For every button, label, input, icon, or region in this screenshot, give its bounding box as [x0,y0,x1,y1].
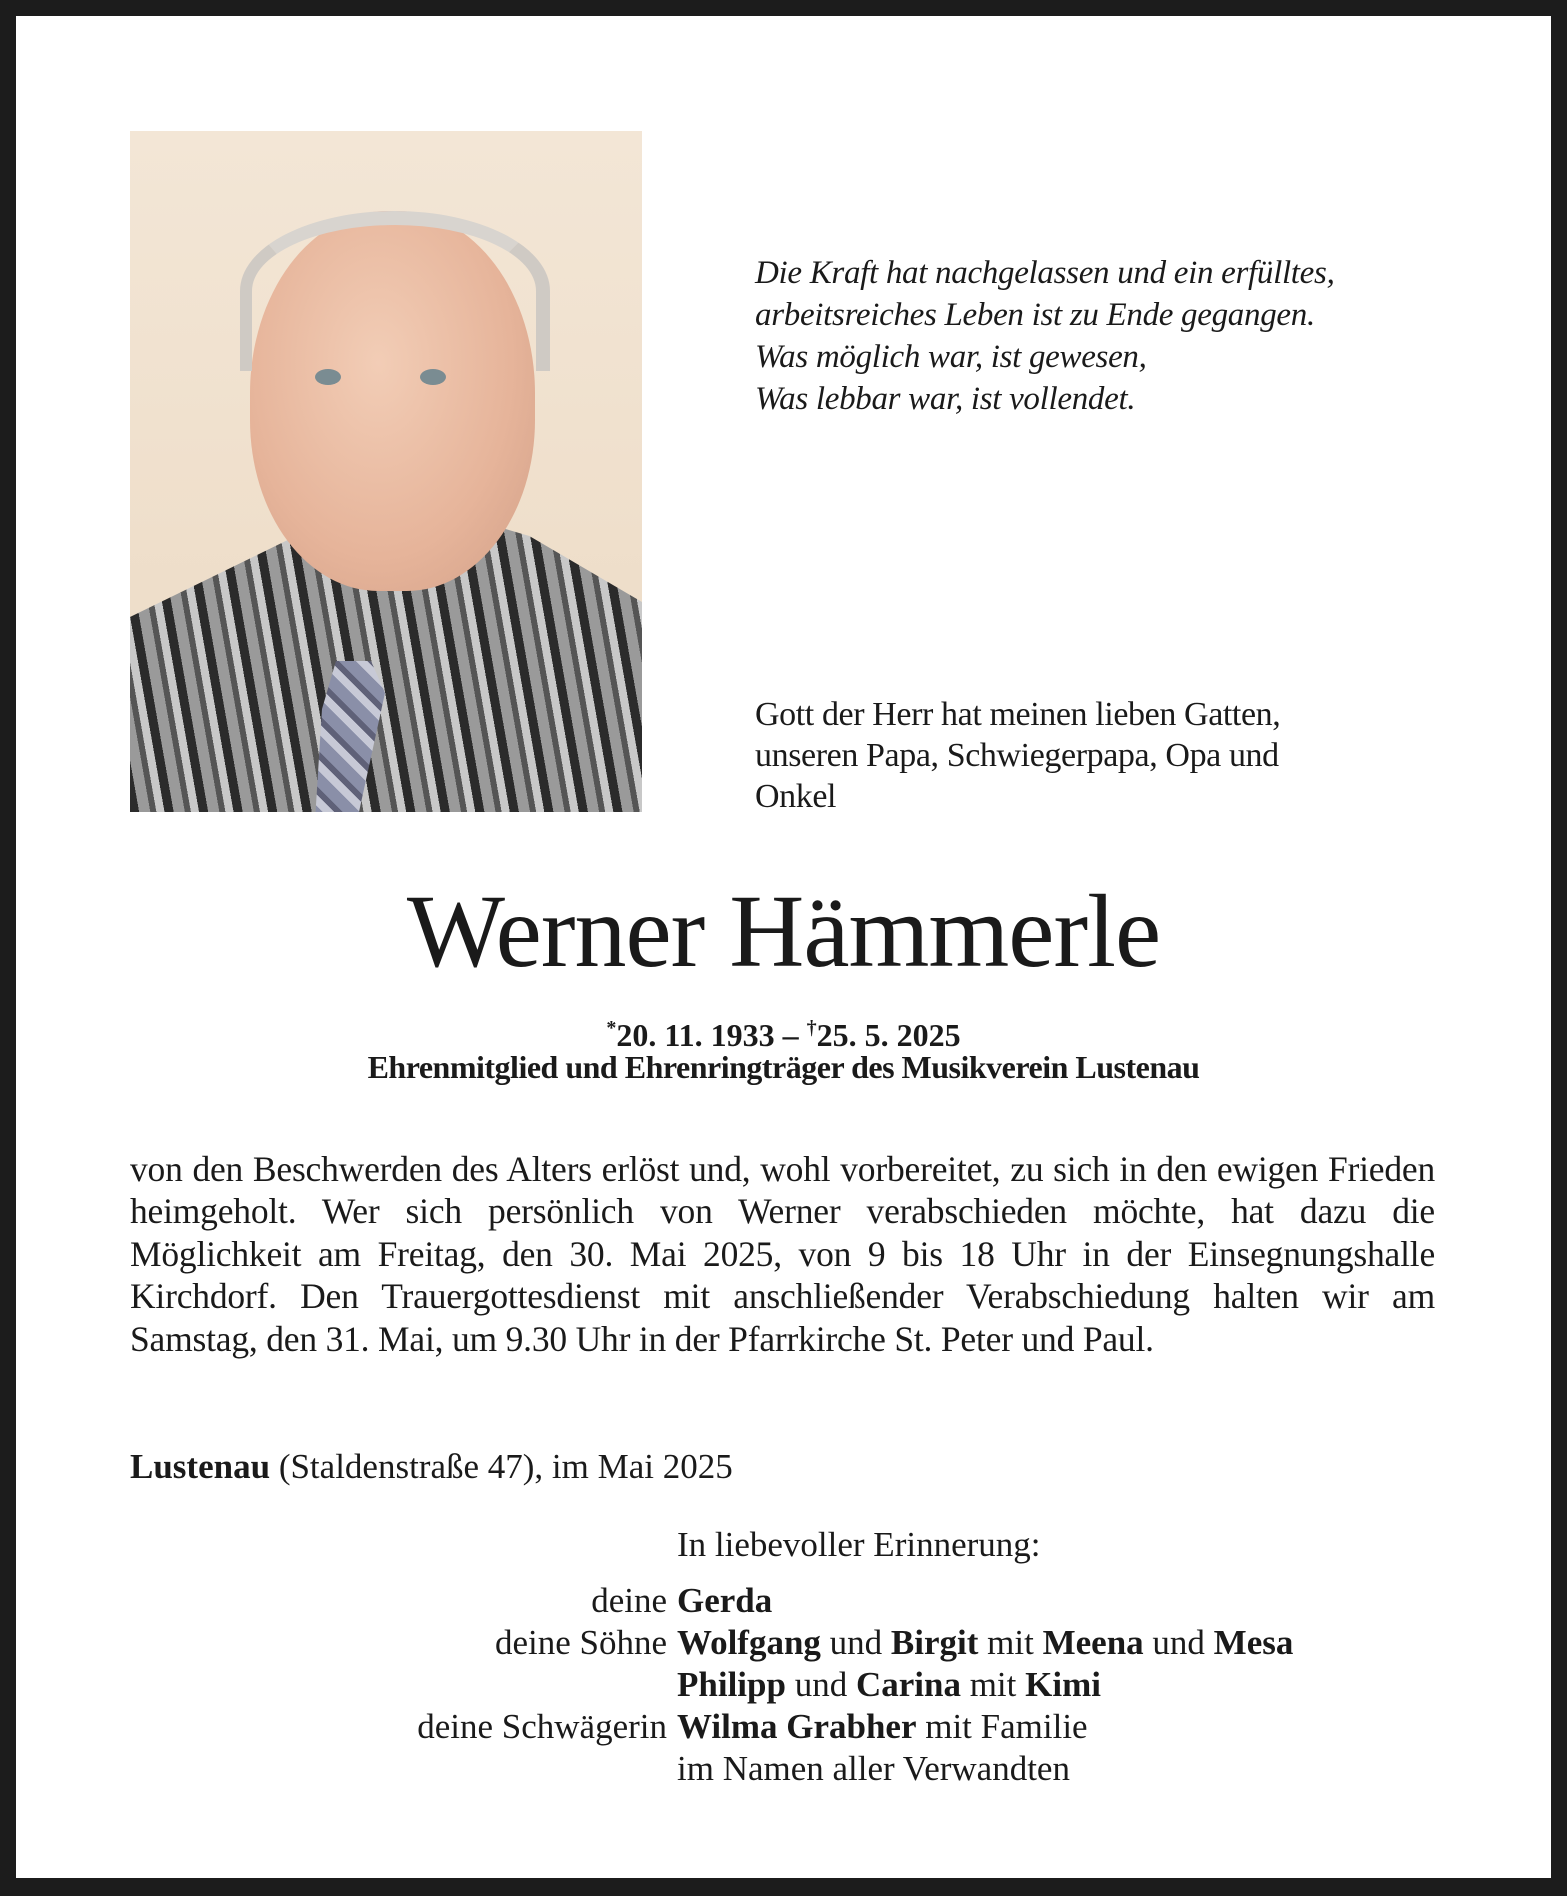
verse-line: Die Kraft hat nachgelassen und ein erfülltes, [755,255,1335,291]
family-row-relatives [0,1748,1567,1790]
connector: und [820,1623,891,1662]
connector: und [785,1665,856,1704]
announcement-body: von den Beschwerden des Alters erlöst und, wohl vorbereitet, zu sich in den ewigen Frieden heimgeholt. Wer sich persönlich von Werner verabschieden möchte, hat dazu die Möglichkeit am Freitag, den 30. Mai 2025, von 9 bis 18 Uhr in der Einsegnungshalle Kirchdorf. Den Trauergottesdienst mit anschließender Verabschiedung halten wir am Samstag, den 31. Mai, um 9.30 Uhr in der Pfarrkirche St. Peter und Paul. [130,1149,1435,1359]
family-name: Gerda [677,1581,773,1620]
intro-line: Onkel [755,778,837,815]
closing-line: In liebevoller Erinnerung: [677,1525,1041,1564]
family-name: Birgit [890,1623,979,1662]
birth-symbol: * [606,1017,617,1039]
place-rest: (Staldenstraße 47), im Mai 2025 [270,1447,733,1486]
relation-label: deine [591,1581,667,1620]
verse-line: arbeitsreiches Leben ist zu Ende gegangen. [755,297,1315,333]
family-row-wife [0,1580,1567,1622]
family-name: Meena [1042,1623,1144,1662]
family-name: Kimi [1025,1665,1101,1704]
family-name: Carina [855,1665,961,1704]
family-name: Philipp [677,1665,786,1704]
relation-label: deine Schwägerin [417,1707,667,1746]
family-row-sisterinlaw [0,1706,1567,1748]
connector: und [1143,1623,1214,1662]
connector: mit Familie [916,1707,1088,1746]
family-row-sons [0,1622,1567,1664]
verse [755,252,1335,420]
death-symbol: † [806,1017,817,1039]
deceased-name: Werner Hämmerle [406,874,1161,989]
verse-line: Was möglich war, ist gewesen, [755,339,1147,375]
intro-line: Gott der Herr hat meinen lieben Gatten, [755,696,1281,733]
date-separator: – [774,1017,807,1053]
relation-label: deine Söhne [494,1623,667,1662]
family-row-son2 [0,1664,1567,1706]
honor-line: Ehrenmitglied und Ehrenringträger des Musikverein Lustenau [367,1049,1200,1085]
connector: mit [978,1623,1043,1662]
connector: mit [960,1665,1026,1704]
family-name: Mesa [1213,1623,1294,1662]
verse-line: Was lebbar war, ist vollendet. [755,381,1136,417]
family-name: Wilma Grabher [677,1707,917,1746]
intro-text [755,694,1280,817]
place-date [130,1446,733,1488]
family-name: Wolfgang [677,1623,821,1662]
relatives-line: im Namen aller Verwandten [677,1749,1070,1788]
intro-line: unseren Papa, Schwiegerpapa, Opa und [755,737,1279,774]
death-date: 25. 5. 2025 [816,1017,961,1053]
place-town: Lustenau [130,1447,271,1486]
portrait-photo [130,131,642,812]
birth-date: 20. 11. 1933 [616,1017,775,1053]
